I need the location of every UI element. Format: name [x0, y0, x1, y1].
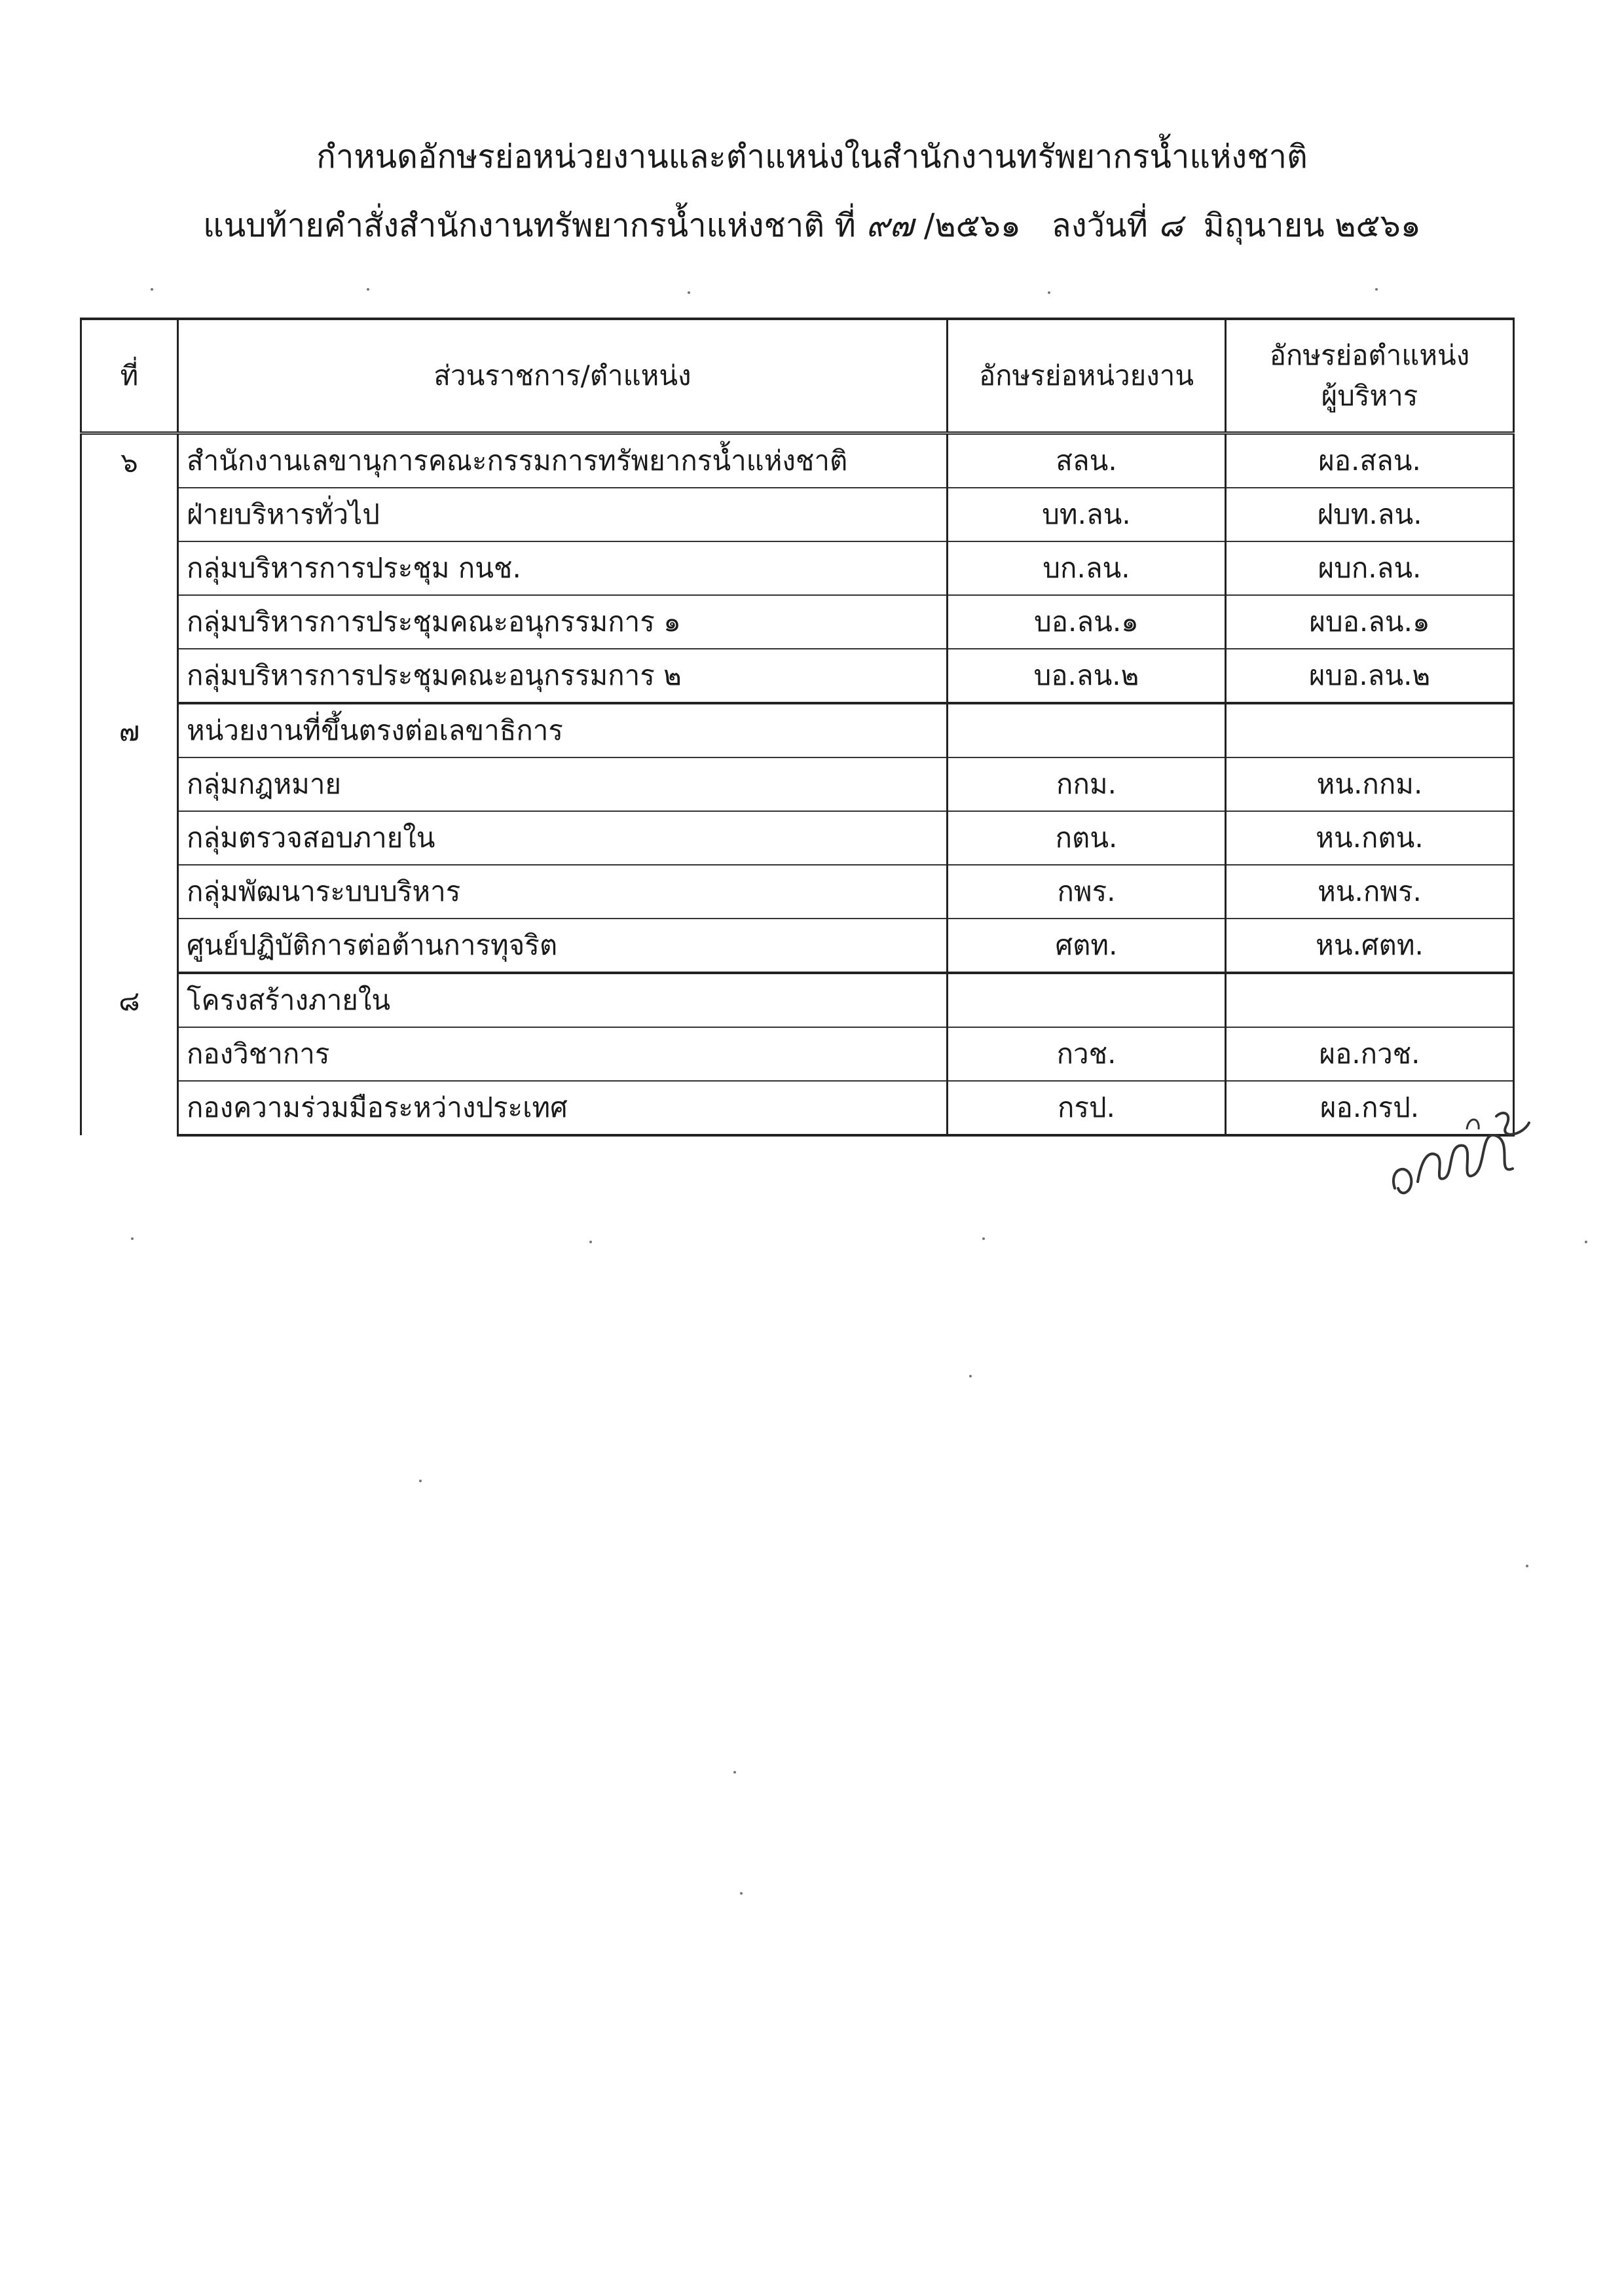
table-row: [81, 811, 1514, 865]
date-label: ลงวันที่: [1051, 207, 1148, 244]
executive-abbreviation: หน.ศตท.: [1226, 919, 1514, 973]
unit-name: ฝ่ายบริหารทั่วไป: [178, 488, 948, 541]
unit-name: กลุ่มกฎหมาย: [178, 757, 948, 811]
table-row: [81, 919, 1514, 973]
row-number: ๖: [81, 433, 178, 704]
unit-abbreviation: ศตท.: [948, 919, 1226, 973]
document-title: กำหนดอักษรย่อหน่วยงานและตำแหน่งในสำนักงานทรัพยากรน้ำแห่งชาติ: [316, 138, 1308, 175]
unit-name: ศูนย์ปฏิบัติการต่อต้านการทุจริต: [178, 919, 948, 973]
unit-abbreviation: กกม.: [948, 757, 1226, 811]
unit-abbreviation: [948, 703, 1226, 757]
unit-abbreviation: กพร.: [948, 865, 1226, 919]
unit-abbreviation: บอ.ลน.๒: [948, 649, 1226, 703]
table-row: [81, 433, 1514, 488]
executive-abbreviation: ฝบท.ลน.: [1226, 488, 1514, 541]
table-row: [81, 865, 1514, 919]
table-row: [81, 757, 1514, 811]
table-header: [81, 319, 1514, 433]
executive-abbreviation: หน.กพร.: [1226, 865, 1514, 919]
table-row: [81, 703, 1514, 757]
executive-abbreviation: ผอ.กรป.: [1226, 1081, 1514, 1135]
executive-abbreviation: [1226, 703, 1514, 757]
unit-abbreviation: บก.ลน.: [948, 541, 1226, 595]
unit-name: กลุ่มบริหารการประชุม กนช.: [178, 541, 948, 595]
table-row: [81, 541, 1514, 595]
row-number: ๘: [81, 973, 178, 1135]
order-number: ๙๗: [866, 207, 914, 244]
subtitle-prefix: แนบท้ายคำสั่งสำนักงานทรัพยากรน้ำแห่งชาติ ที่: [203, 207, 856, 244]
executive-abbreviation: ผบอ.ลน.๑: [1226, 595, 1514, 649]
date-day: ๘: [1158, 207, 1183, 244]
executive-abbreviation: หน.กกม.: [1226, 757, 1514, 811]
table-row: [81, 1027, 1514, 1081]
unit-name: โครงสร้างภายใน: [178, 973, 948, 1027]
header-exec-abbr: [1226, 319, 1514, 433]
executive-abbreviation: หน.กตน.: [1226, 811, 1514, 865]
table-row: [81, 595, 1514, 649]
unit-name: กลุ่มตรวจสอบภายใน: [178, 811, 948, 865]
executive-abbreviation: [1226, 973, 1514, 1027]
executive-abbreviation: ผอ.กวช.: [1226, 1027, 1514, 1081]
unit-abbreviation: สลน.: [948, 433, 1226, 488]
table-row: [81, 649, 1514, 703]
header-unit-abbr: อักษรย่อหน่วยงาน: [948, 319, 1226, 433]
unit-abbreviation: บอ.ลน.๑: [948, 595, 1226, 649]
table-row: [81, 1081, 1514, 1135]
document-subtitle: [0, 203, 1624, 249]
unit-abbreviation: กรป.: [948, 1081, 1226, 1135]
unit-name: สำนักงานเลขานุการคณะกรรมการทรัพยากรน้ำแห่งชาติ: [178, 433, 948, 488]
unit-name: กลุ่มบริหารการประชุมคณะอนุกรรมการ ๒: [178, 649, 948, 703]
unit-name: กลุ่มพัฒนาระบบบริหาร: [178, 865, 948, 919]
unit-name: หน่วยงานที่ขึ้นตรงต่อเลขาธิการ: [178, 703, 948, 757]
executive-abbreviation: ผบอ.ลน.๒: [1226, 649, 1514, 703]
executive-abbreviation: ผบก.ลน.: [1226, 541, 1514, 595]
header-exec-abbr-line1: อักษรย่อตำแหน่ง: [1269, 339, 1470, 371]
unit-abbreviation: กตน.: [948, 811, 1226, 865]
unit-abbreviation: กวช.: [948, 1027, 1226, 1081]
header-unit: ส่วนราชการ/ตำแหน่ง: [178, 319, 948, 433]
unit-name: กองความร่วมมือระหว่างประเทศ: [178, 1081, 948, 1135]
signature-icon: [1382, 1090, 1545, 1208]
unit-abbreviation: บท.ลน.: [948, 488, 1226, 541]
abbreviation-table: [80, 318, 1515, 1137]
table-body: [81, 433, 1514, 1136]
table-row: [81, 488, 1514, 541]
unit-name: กองวิชาการ: [178, 1027, 948, 1081]
date-month-year: มิถุนายน ๒๕๖๑: [1203, 207, 1421, 244]
unit-name: กลุ่มบริหารการประชุมคณะอนุกรรมการ ๑: [178, 595, 948, 649]
executive-abbreviation: ผอ.สลน.: [1226, 433, 1514, 488]
header-no: ที่: [81, 319, 178, 433]
unit-abbreviation: [948, 973, 1226, 1027]
order-year: /๒๕๖๑: [923, 207, 1021, 244]
header-exec-abbr-line2: ผู้บริหาร: [1321, 380, 1418, 412]
row-number: ๗: [81, 703, 178, 973]
table-row: [81, 973, 1514, 1027]
